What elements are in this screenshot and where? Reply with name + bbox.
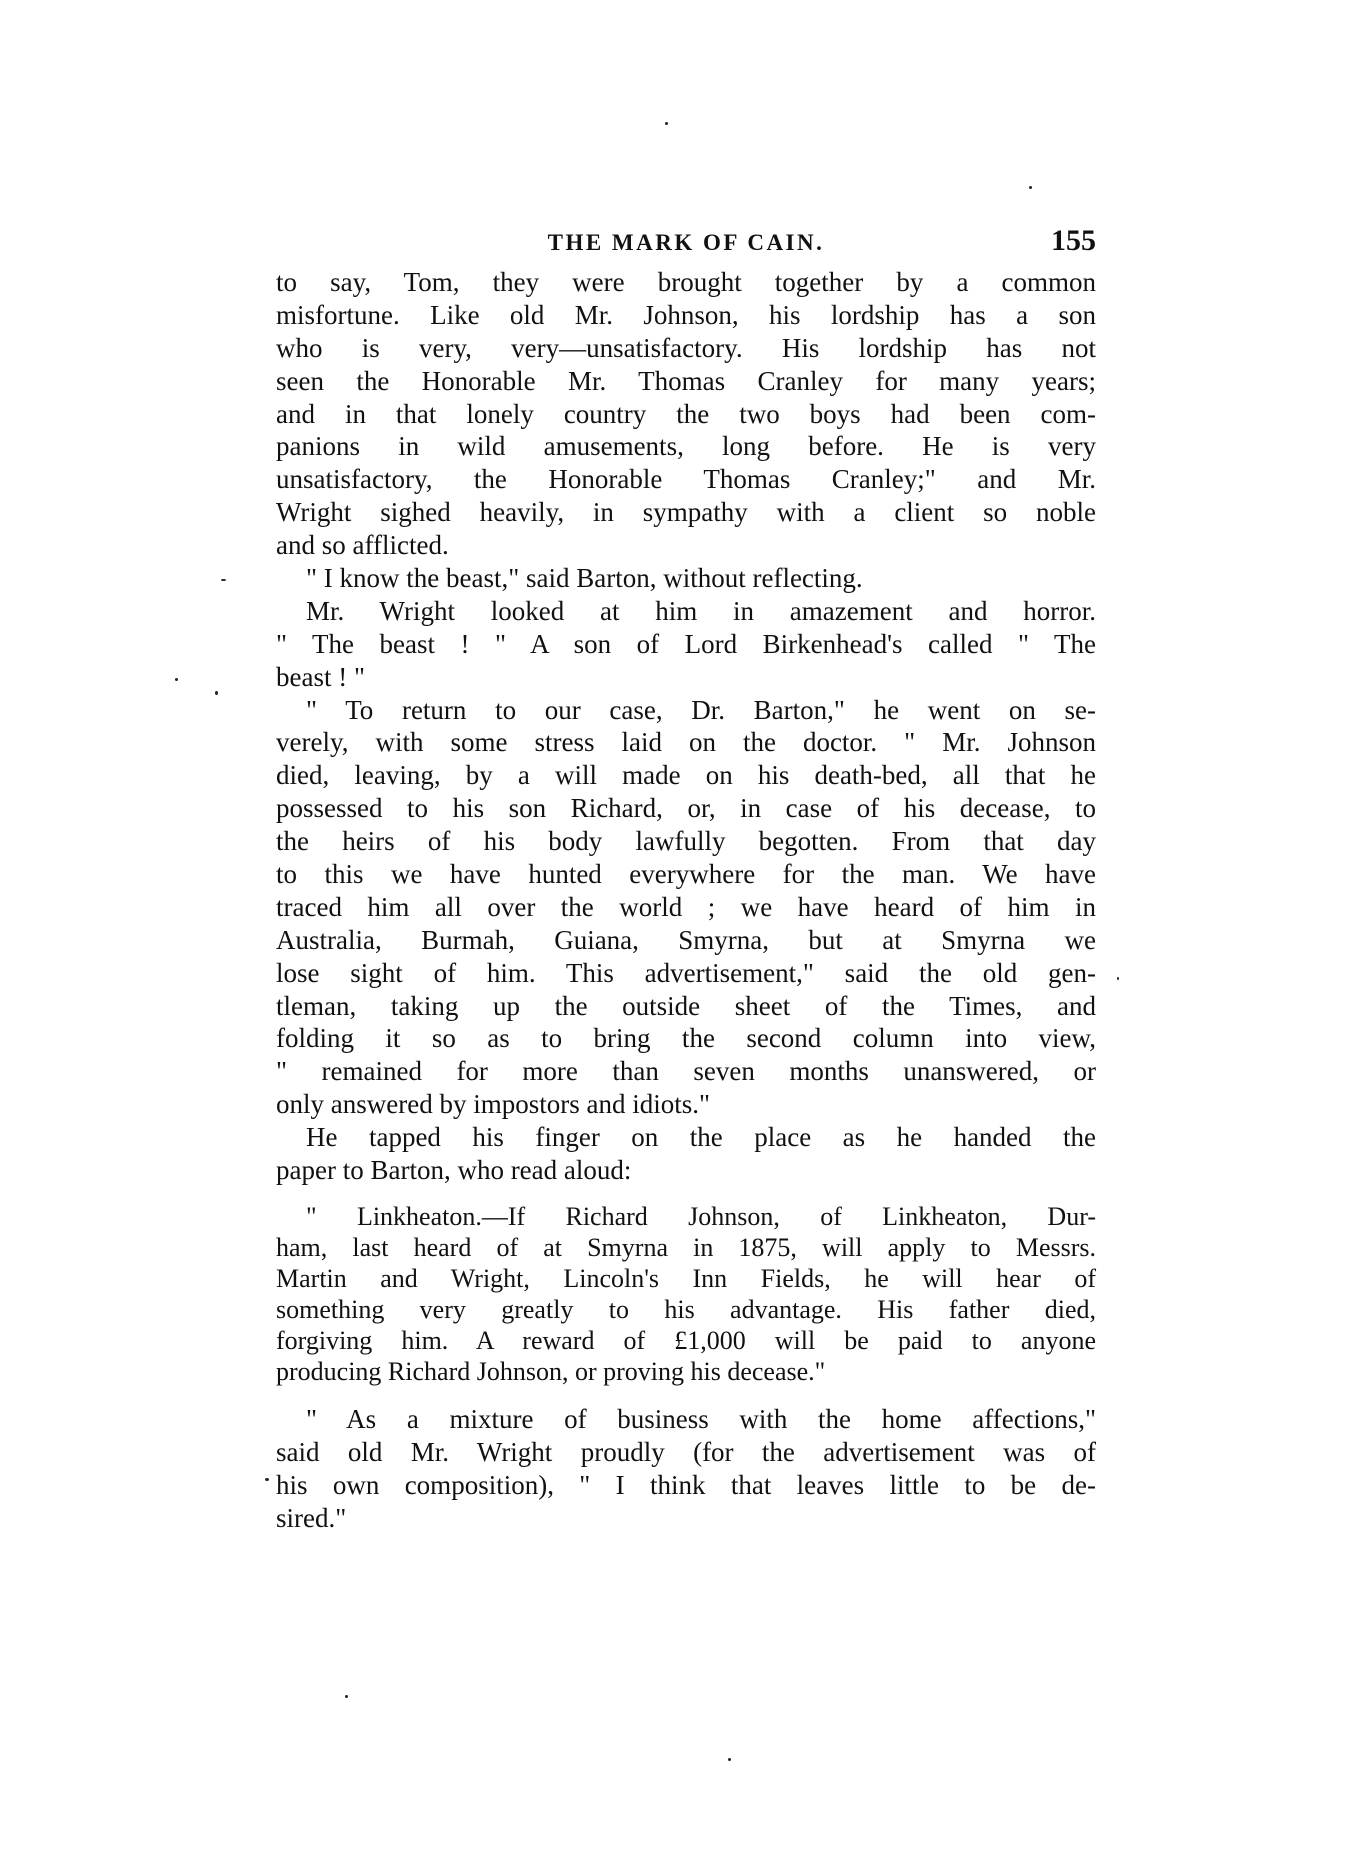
advert-line: Martin and Wright, Lincoln's Inn Fields, he will hear of <box>276 1263 1096 1293</box>
print-speck <box>665 122 668 125</box>
text-line: unsatisfactory, the Honorable Thomas Cranley;" and Mr. <box>276 464 1096 495</box>
text-line: died, leaving, by a will made on his death-bed, all that he <box>276 760 1096 791</box>
text-line: panions in wild amusements, long before. He is very <box>276 431 1096 462</box>
advert-line: forgiving him. A reward of £1,000 will be paid to anyone <box>276 1325 1096 1355</box>
print-speck <box>1117 977 1119 980</box>
text-line: " remained for more than seven months unanswered, or <box>276 1056 1096 1087</box>
text-line: lose sight of him. This advertisement," said the old gen- <box>276 957 1096 988</box>
text-line: paper to Barton, who read aloud: <box>276 1155 632 1186</box>
print-speck <box>221 579 226 581</box>
text-line: Wright sighed heavily, in sympathy with a client so noble <box>276 497 1096 528</box>
text-line: Australia, Burmah, Guiana, Smyrna, but at Smyrna we <box>276 924 1096 955</box>
page-header <box>276 224 1096 264</box>
advert-line: producing Richard Johnson, or proving his decease." <box>276 1356 826 1386</box>
text-line: possessed to his son Richard, or, in case of his decease, to <box>276 793 1096 824</box>
paragraph-gap <box>276 1387 1096 1403</box>
text-line: beast ! " <box>276 661 365 692</box>
text-line: and in that lonely country the two boys had been com- <box>276 398 1096 429</box>
text-line: his own composition), " I think that leaves little to be de- <box>276 1469 1096 1500</box>
text-line: verely, with some stress laid on the doctor. " Mr. Johnson <box>276 727 1096 758</box>
print-speck <box>265 1478 269 1481</box>
text-line: tleman, taking up the outside sheet of the Times, and <box>276 990 1096 1021</box>
advert-line: something very greatly to his advantage. His father died, <box>276 1294 1096 1324</box>
body-text <box>276 266 1096 1535</box>
text-line: only answered by impostors and idiots." <box>276 1089 710 1120</box>
text-line: to say, Tom, they were brought together by a common <box>276 267 1096 297</box>
print-speck <box>345 1695 348 1698</box>
print-speck <box>1029 186 1032 189</box>
text-line: " The beast ! " A son of Lord Birkenhead's called " The <box>276 628 1096 659</box>
text-line: Mr. Wright looked at him in amazement and horror. <box>306 595 1096 626</box>
print-speck <box>728 1758 731 1761</box>
text-line: said old Mr. Wright proudly (for the advertisement was of <box>276 1436 1096 1467</box>
text-line: " As a mixture of business with the home affections," <box>306 1403 1096 1434</box>
text-line: the heirs of his body lawfully begotten. From that day <box>276 826 1096 857</box>
text-line: sired." <box>276 1502 347 1533</box>
text-line: " To return to our case, Dr. Barton," he went on se- <box>306 694 1096 725</box>
text-line: folding it so as to bring the second column into view, <box>276 1023 1096 1054</box>
print-speck <box>175 678 178 681</box>
print-speck <box>215 691 218 695</box>
text-line: who is very, very—unsatisfactory. His lordship has not <box>276 332 1096 363</box>
advert-line: ham, last heard of at Smyrna in 1875, will apply to Messrs. <box>276 1232 1096 1262</box>
text-line: misfortune. Like old Mr. Johnson, his lordship has a son <box>276 299 1096 330</box>
advert-line: " Linkheaton.—If Richard Johnson, of Linkheaton, Dur- <box>306 1201 1096 1231</box>
text-line: and so afflicted. <box>276 530 449 561</box>
paragraph-gap <box>276 1187 1096 1201</box>
text-line: to this we have hunted everywhere for the man. We have <box>276 859 1096 890</box>
page-number: 155 <box>1051 224 1096 257</box>
text-line: traced him all over the world ; we have heard of him in <box>276 891 1096 922</box>
text-line: He tapped his finger on the place as he handed the <box>306 1122 1096 1153</box>
running-title: THE MARK OF CAIN. <box>547 230 825 255</box>
text-line: " I know the beast," said Barton, without reflecting. <box>306 563 863 594</box>
text-line: seen the Honorable Mr. Thomas Cranley for many years; <box>276 365 1096 396</box>
